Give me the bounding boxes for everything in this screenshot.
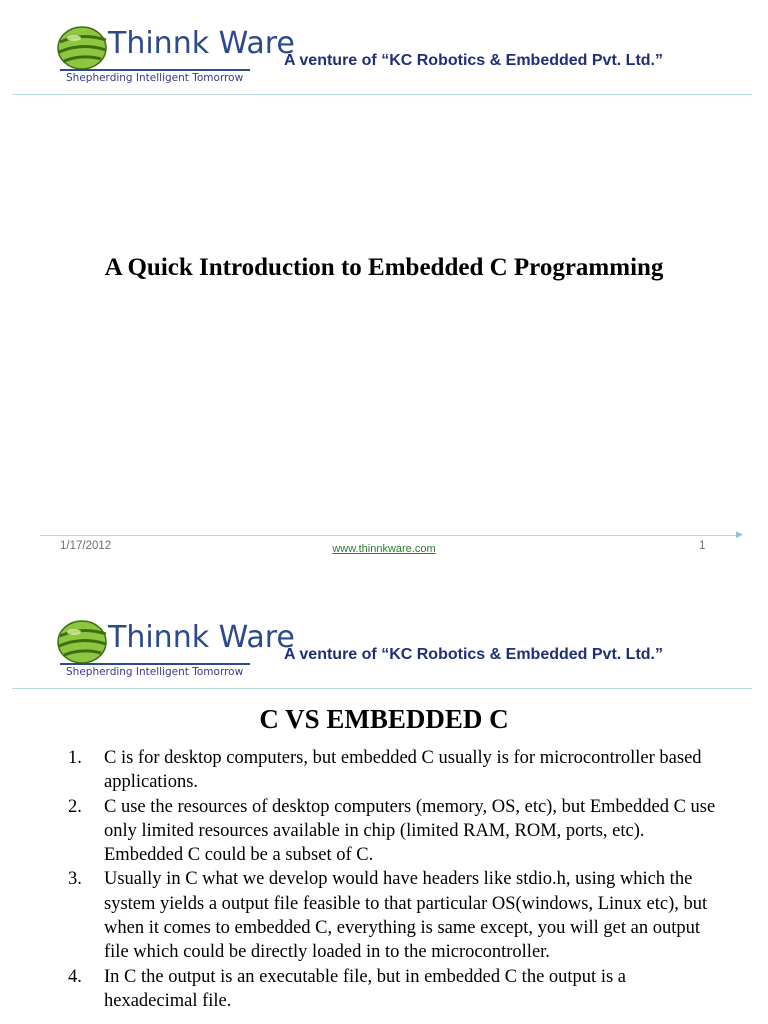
list-number: 3. xyxy=(68,869,82,890)
list-item xyxy=(66,795,716,868)
list-number: 2. xyxy=(68,796,82,817)
logo-wordmark: Thinnk Ware xyxy=(108,620,295,655)
slide-title: A Quick Introduction to Embedded C Programming xyxy=(104,254,664,281)
company-logo xyxy=(56,618,295,684)
logo-underline xyxy=(60,663,250,665)
list-item xyxy=(66,746,716,795)
list-item xyxy=(66,965,716,1014)
logo-wordmark: Thinnk Ware xyxy=(108,26,295,61)
arrow-right-icon: ▶ xyxy=(736,530,743,540)
list-number: 1. xyxy=(68,748,82,768)
venture-heading: A venture of “KC Robotics & Embedded Pvt. Ltd.” xyxy=(284,646,663,663)
globe-icon xyxy=(56,24,112,72)
list-item xyxy=(66,867,716,964)
globe-icon xyxy=(56,618,112,666)
page-number: 1 xyxy=(699,540,706,552)
comparison-list xyxy=(66,746,716,1013)
logo-tagline: Shepherding Intelligent Tomorrow xyxy=(66,666,244,678)
list-item-text: C is for desktop computers, but embedded C usually is for microcontroller based applications. xyxy=(104,748,702,793)
company-logo xyxy=(56,24,295,90)
list-item-text: C use the resources of desktop computers (memory, OS, etc), but Embedded C use only limited resources available in chip (limited RAM, ROM, ports, etc). Embedded C could be a subset of C. xyxy=(104,796,716,866)
logo-underline xyxy=(60,69,250,71)
footer-date: 1/17/2012 xyxy=(60,540,112,552)
header-divider xyxy=(12,94,752,95)
header-divider xyxy=(12,688,752,689)
list-item-text: Usually in C what we develop would have headers like stdio.h, using which the system yields a output file feasible to that particular OS(windows, Linux etc), but when it comes to embedded C, everything is same except, you will get an output file which could be directly loaded in to the microcontroller. xyxy=(104,869,708,963)
list-item-text: In C the output is an executable file, but in embedded C the output is a hexadecimal file. xyxy=(104,966,626,1011)
slide-title: C VS EMBEDDED C xyxy=(259,704,509,734)
footer-divider xyxy=(40,535,740,536)
list-number: 4. xyxy=(68,966,82,987)
footer-website-link[interactable]: www.thinnkware.com xyxy=(332,543,436,555)
slide-2 xyxy=(0,594,768,1024)
venture-heading: A venture of “KC Robotics & Embedded Pvt. Ltd.” xyxy=(284,52,663,69)
logo-tagline: Shepherding Intelligent Tomorrow xyxy=(66,72,244,84)
